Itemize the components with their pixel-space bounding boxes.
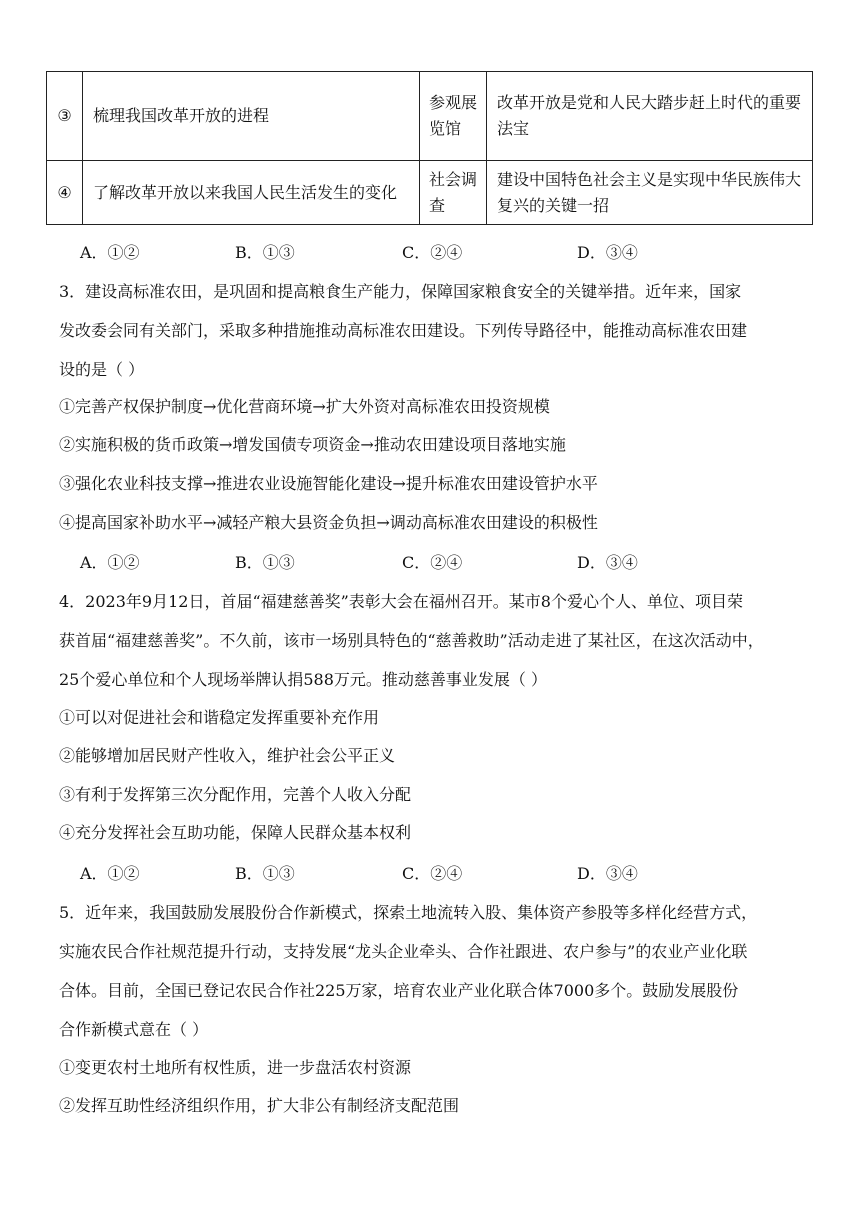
- activity-cell: 了解改革开放以来我国人民生活发生的变化: [83, 161, 420, 225]
- choice-a[interactable]: A．①②: [80, 864, 140, 883]
- choice-b[interactable]: B．①③: [235, 864, 295, 883]
- choice-d[interactable]: D．③④: [577, 243, 638, 262]
- choice-a[interactable]: A．①②: [80, 553, 140, 572]
- choice-b[interactable]: B．①③: [235, 243, 295, 262]
- q4-option-1: ①可以对促进社会和谐稳定发挥重要补充作用: [59, 708, 380, 727]
- activity-cell: 梳理我国改革开放的进程: [83, 72, 420, 161]
- q3-option-1: ①完善产权保护制度→优化营商环境→扩大外资对高标准农田投资规模: [59, 397, 550, 416]
- q3-option-2: ②实施积极的货币政策→增发国债专项资金→推动农田建设项目落地实施: [59, 435, 566, 454]
- q3-stem-line-1: 3．建设高标准农田，是巩固和提高粮食生产能力，保障国家粮食安全的关键举措。近年来，国家: [59, 282, 742, 301]
- q3-option-4: ④提高国家补助水平→减轻产粮大县资金负担→调动高标准农田建设的积极性: [59, 513, 598, 532]
- q4-stem-line-3: 25个爱心单位和个人现场举牌认捐588万元。推动慈善事业发展（ ）: [59, 670, 547, 689]
- choice-c[interactable]: C．②④: [402, 243, 463, 262]
- row-number: ③: [47, 72, 83, 161]
- method-cell: 社会调查: [420, 161, 487, 225]
- q3-option-3: ③强化农业科技支撑→推进农业设施智能化建设→提升标准农田建设管护水平: [59, 474, 598, 493]
- choice-b[interactable]: B．①③: [235, 553, 295, 572]
- q5-stem-line-2: 实施农民合作社规范提升行动，支持发展“龙头企业牵头、合作社跟进、农户参与”的农业产业化联: [59, 942, 748, 961]
- answer-choices-q3: [80, 550, 780, 572]
- q5-stem-line-3: 合体。目前，全国已登记农民合作社225万家，培育农业产业化联合体7000多个。鼓励发展股份: [59, 981, 739, 1000]
- q5-option-2: ②发挥互助性经济组织作用，扩大非公有制经济支配范围: [59, 1096, 460, 1115]
- q3-stem-line-2: 发改委会同有关部门，采取多种措施推动高标准农田建设。下列传导路径中，能推动高标准农田建: [59, 321, 748, 340]
- answer-choices-q4: [80, 861, 780, 883]
- choice-d[interactable]: D．③④: [577, 864, 638, 883]
- answer-choices-q2: [80, 240, 780, 262]
- method-cell: 参观展览馆: [420, 72, 487, 161]
- choice-c[interactable]: C．②④: [402, 864, 463, 883]
- choice-a[interactable]: A．①②: [80, 243, 140, 262]
- comparison-table: [46, 71, 813, 225]
- q4-option-2: ②能够增加居民财产性收入，维护社会公平正义: [59, 746, 396, 765]
- q4-stem-line-2: 获首届“福建慈善奖”。不久前，该市一场别具特色的“慈善救助”活动走进了某社区，在这次活动中，: [59, 631, 764, 650]
- table-row: [47, 72, 813, 161]
- q5-stem-line-4: 合作新模式意在（ ）: [59, 1020, 209, 1039]
- q4-stem-line-1: 4．2023年9月12日，首届“福建慈善奖”表彰大会在福州召开。某市8个爱心个人、单位、项目荣: [59, 592, 743, 611]
- choice-d[interactable]: D．③④: [577, 553, 638, 572]
- q5-stem-line-1: 5．近年来，我国鼓励发展股份合作新模式，探索土地流转入股、集体资产参股等多样化经营方式，: [59, 903, 758, 922]
- q3-stem-line-3: 设的是（ ）: [59, 360, 145, 379]
- row-number: ④: [47, 161, 83, 225]
- conclusion-cell: 改革开放是党和人民大踏步赶上时代的重要法宝: [487, 72, 813, 161]
- q4-option-3: ③有利于发挥第三次分配作用，完善个人收入分配: [59, 785, 412, 804]
- conclusion-cell: 建设中国特色社会主义是实现中华民族伟大复兴的关键一招: [487, 161, 813, 225]
- choice-c[interactable]: C．②④: [402, 553, 463, 572]
- table-row: [47, 161, 813, 225]
- q5-option-1: ①变更农村土地所有权性质，进一步盘活农村资源: [59, 1058, 412, 1077]
- q4-option-4: ④充分发挥社会互助功能，保障人民群众基本权利: [59, 823, 412, 842]
